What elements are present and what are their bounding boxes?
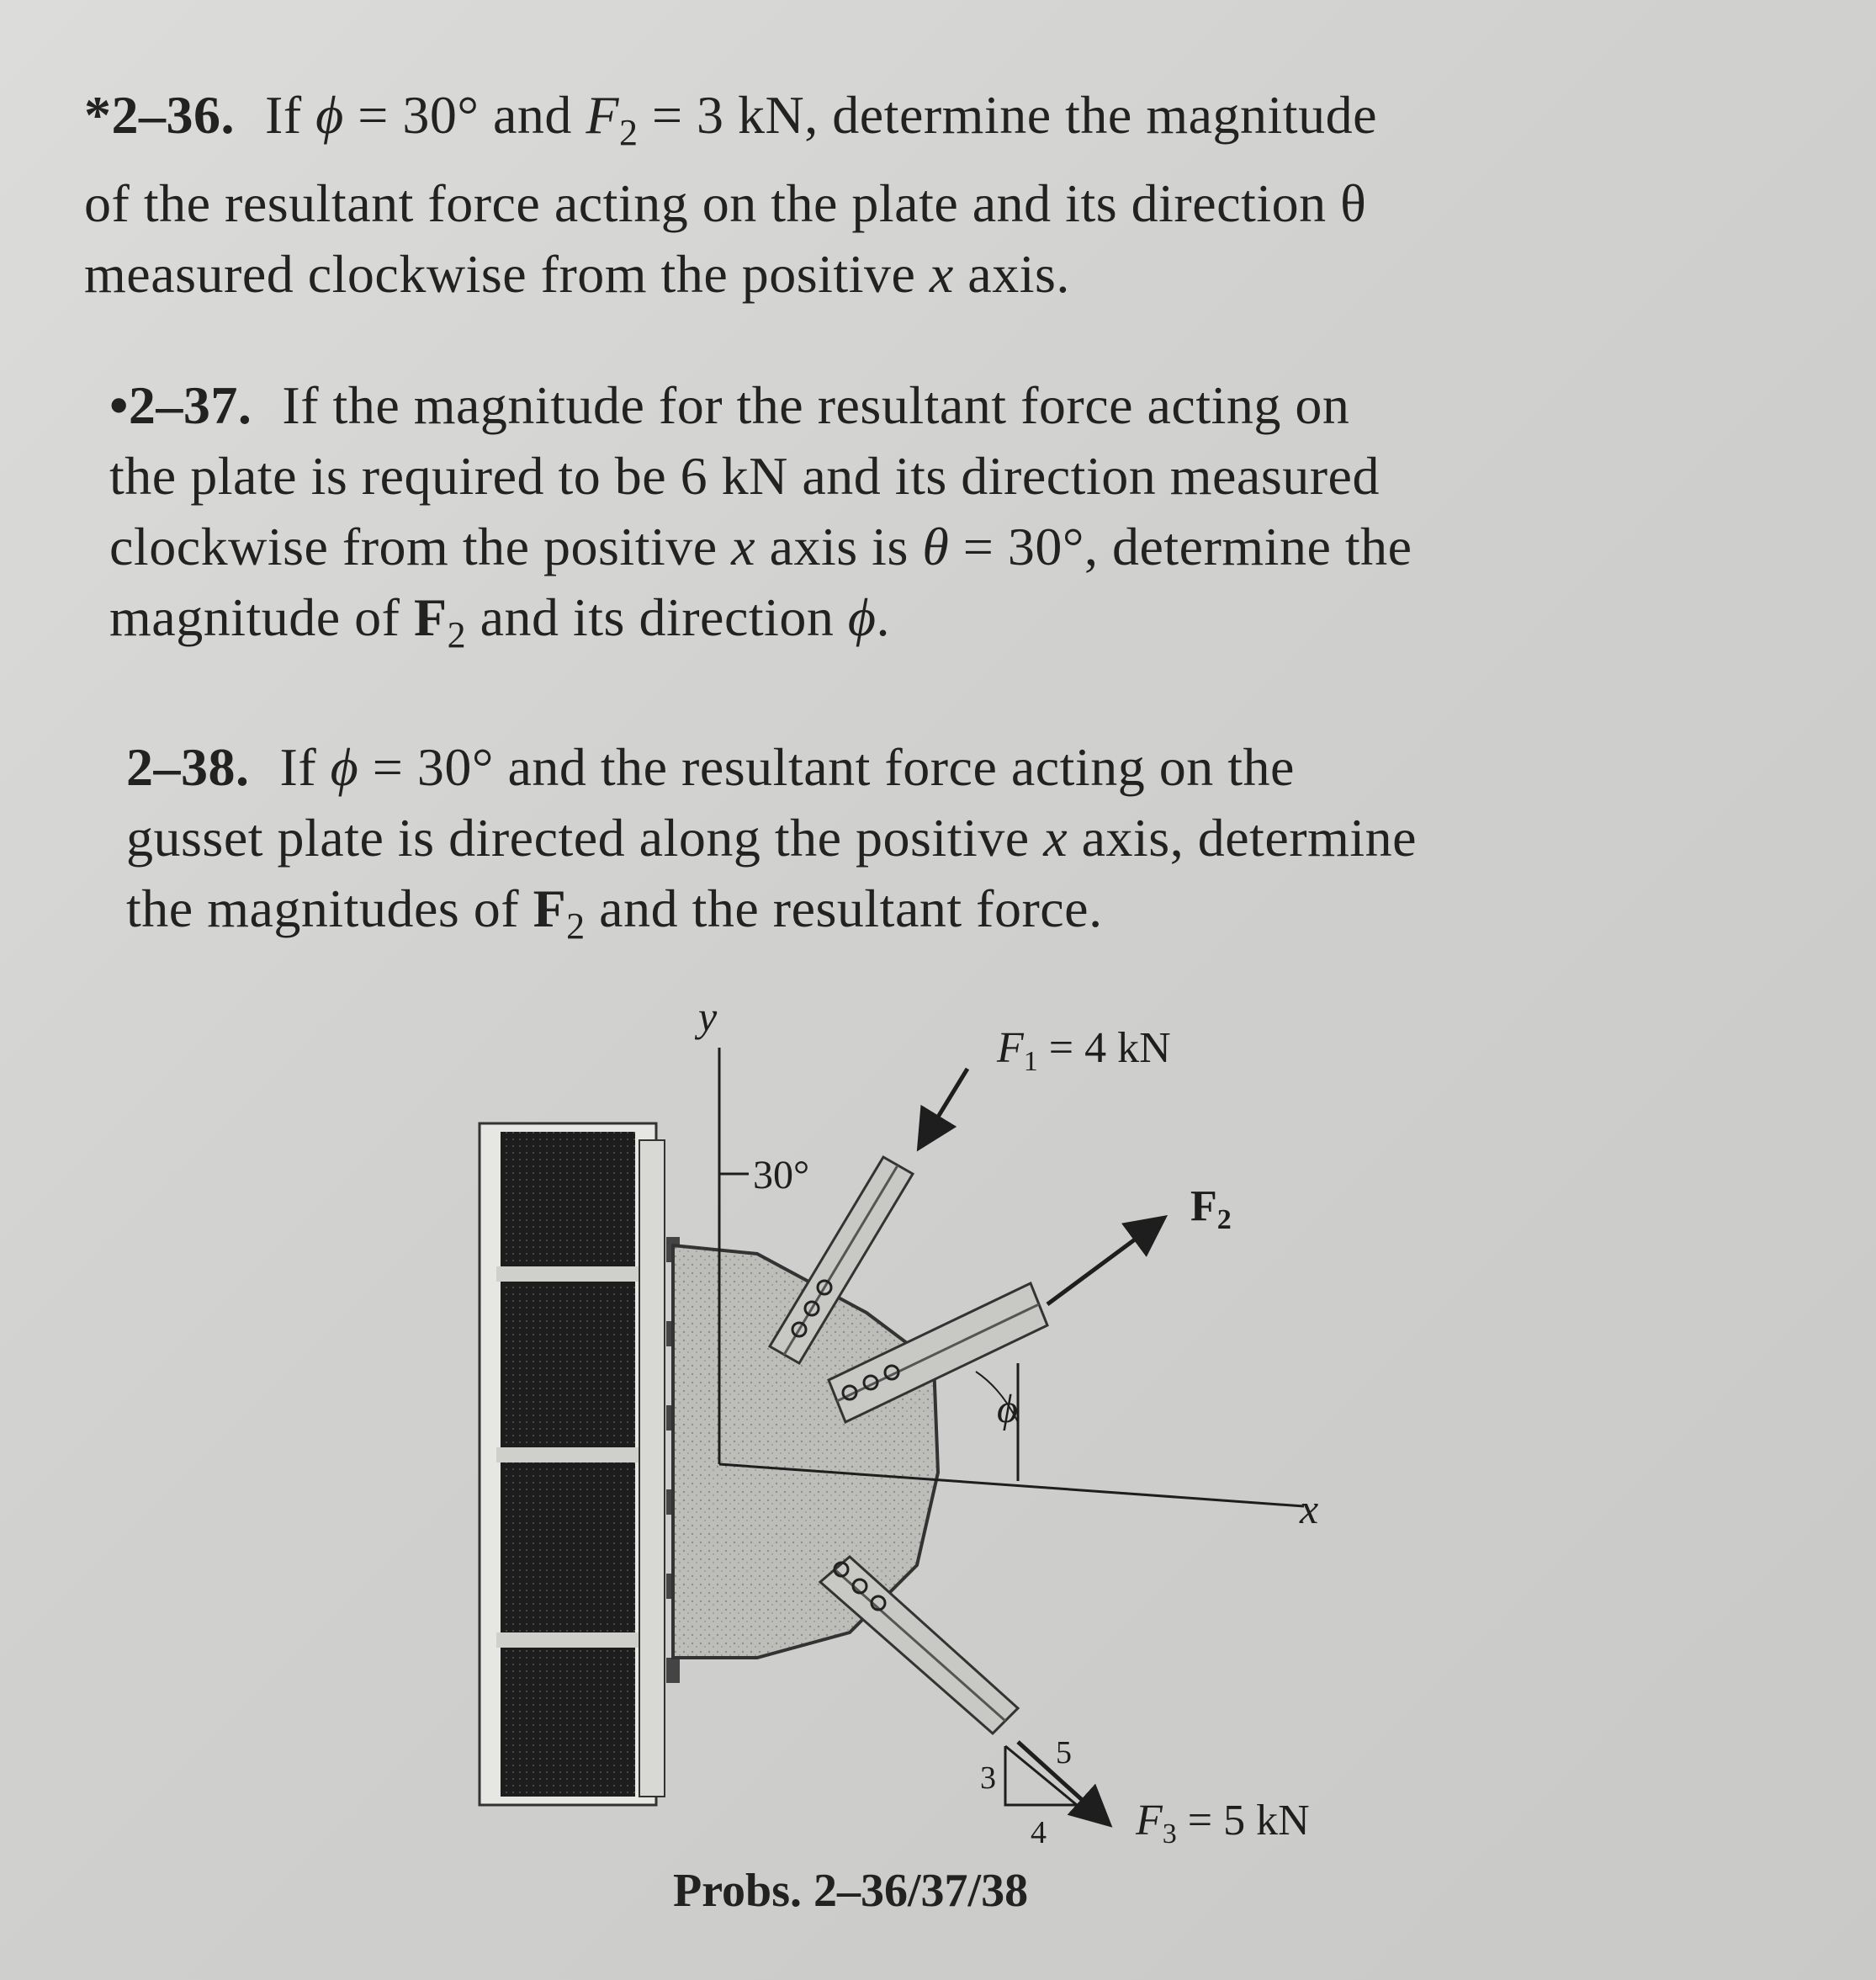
x-axis-label: x: [1300, 1485, 1319, 1532]
y-axis-label: y: [698, 993, 718, 1040]
f3-label: F3 = 5 kN: [1136, 1797, 1310, 1850]
text: If: [265, 85, 316, 145]
symbol-theta: θ: [922, 517, 950, 576]
text: If: [279, 737, 331, 797]
text: gusset plate is directed along the positive: [126, 808, 1044, 868]
text: measured clockwise from the positive: [84, 244, 930, 304]
column: [480, 1123, 665, 1805]
symbol-x: x: [731, 517, 756, 576]
angle-30-label: 30°: [753, 1153, 810, 1197]
slope-rise-label: 3: [980, 1760, 996, 1796]
symbol-phi: ϕ: [330, 737, 359, 797]
f1-arrow: [921, 1069, 967, 1144]
member-f3: [820, 1557, 1018, 1733]
text: = 30°, determine the: [949, 517, 1412, 576]
problem-number: *2–36.: [84, 85, 235, 145]
text: axis is: [755, 517, 923, 576]
subscript: 2: [566, 905, 586, 947]
text: the magnitudes of: [126, 879, 533, 938]
text: If the magnitude for the resultant force acting on: [282, 375, 1350, 435]
symbol-F: F: [533, 879, 567, 938]
symbol-F: F: [586, 85, 619, 145]
subscript: 2: [447, 614, 467, 656]
slope-run-label: 4: [1031, 1815, 1047, 1850]
f2-label: F2: [1190, 1182, 1232, 1235]
symbol-phi: ϕ: [315, 85, 344, 145]
slope-hyp-label: 5: [1056, 1735, 1072, 1770]
text: .: [876, 587, 891, 647]
text: and its direction: [466, 587, 848, 647]
text: clockwise from the positive: [109, 517, 732, 576]
symbol-phi: ϕ: [847, 587, 877, 647]
problem-number: •2–37.: [109, 375, 252, 435]
figure-caption: Probs. 2–36/37/38: [673, 1865, 1029, 1917]
subscript: 2: [618, 112, 639, 153]
f2-arrow: [1047, 1220, 1161, 1304]
phi-label: ϕ: [997, 1387, 1018, 1431]
symbol-x: x: [929, 244, 954, 304]
text: = 3 kN, determine the magnitude: [638, 85, 1377, 145]
text: magnitude of: [109, 587, 414, 647]
problem-2-37-line-2: the plate is required to be 6 kN and its direction measured: [109, 446, 1380, 506]
symbol-F: F: [413, 587, 448, 647]
text: = 30° and: [343, 85, 586, 145]
text: = 30° and the resultant force acting on the: [358, 737, 1295, 797]
text: axis.: [953, 244, 1070, 304]
text: and the resultant force.: [585, 879, 1103, 938]
problem-2-36-line-2: of the resultant force acting on the plate and its direction θ: [84, 173, 1367, 233]
symbol-x: x: [1043, 808, 1068, 868]
f1-label: F1 = 4 kN: [997, 1024, 1171, 1077]
text: axis, determine: [1068, 808, 1418, 868]
problem-number: 2–38.: [126, 737, 250, 797]
